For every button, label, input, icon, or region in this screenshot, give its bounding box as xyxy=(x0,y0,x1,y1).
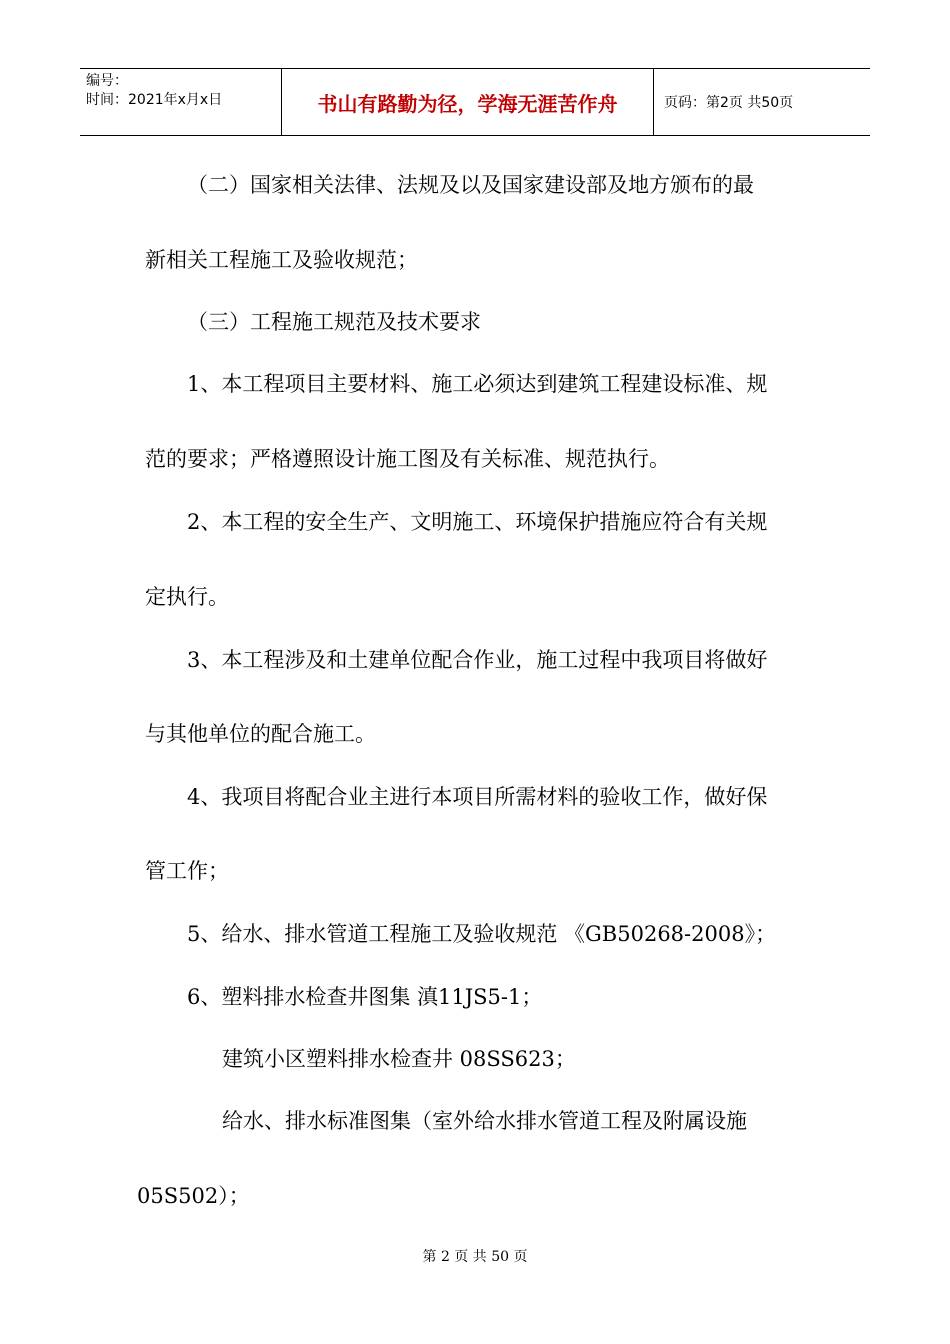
section-heading: （三）工程施工规范及技术要求 xyxy=(187,310,481,334)
document-time-label: 时间：2021年x月x日 xyxy=(86,92,223,108)
paragraph-line: 2、本工程的安全生产、文明施工、环境保护措施应符合有关规 xyxy=(187,510,768,534)
header-motto: 书山有路勤为径，学海无涯苦作舟 xyxy=(282,69,654,135)
header-meta xyxy=(80,69,282,135)
page-footer: 第 2 页 共 50 页 xyxy=(422,1249,528,1265)
page-header xyxy=(80,68,870,136)
paragraph-line: 3、本工程涉及和土建单位配合作业，施工过程中我项目将做好 xyxy=(187,648,768,672)
paragraph-line: 4、我项目将配合业主进行本项目所需材料的验收工作，做好保 xyxy=(187,785,768,809)
paragraph-line: 建筑小区塑料排水检查井 08SS623； xyxy=(222,1047,576,1071)
paragraph-line: 给水、排水标准图集（室外给水排水管道工程及附属设施 xyxy=(222,1109,747,1133)
header-page-info: 页码：第2页 共50页 xyxy=(664,95,794,111)
paragraph-line: 新相关工程施工及验收规范； xyxy=(145,248,418,272)
paragraph-line: 05S502）； xyxy=(137,1184,250,1208)
paragraph-line: 与其他单位的配合施工。 xyxy=(145,722,376,746)
paragraph-line: 6、塑料排水检查井图集 滇11JS5-1； xyxy=(187,985,543,1009)
paragraph-line: 5、给水、排水管道工程施工及验收规范 《GB50268-2008》； xyxy=(187,922,777,946)
paragraph-line: 管工作； xyxy=(145,859,229,883)
document-number-label: 编号： xyxy=(86,73,128,89)
paragraph-line: 定执行。 xyxy=(145,585,229,609)
paragraph-line: （二）国家相关法律、法规及以及国家建设部及地方颁布的最 xyxy=(187,173,754,197)
paragraph-line: 1、本工程项目主要材料、施工必须达到建筑工程建设标准、规 xyxy=(187,372,768,396)
paragraph-line: 范的要求；严格遵照设计施工图及有关标准、规范执行。 xyxy=(145,447,670,471)
